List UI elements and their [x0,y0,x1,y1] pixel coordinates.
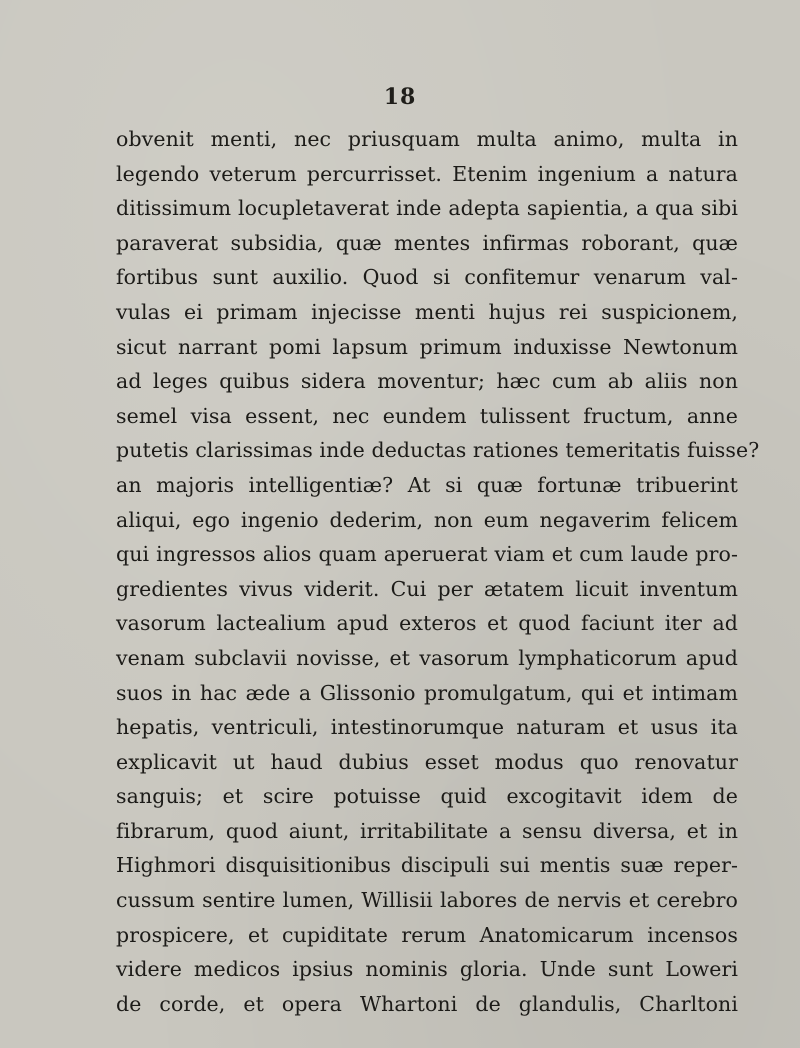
text-line: sicut narrant pomi lapsum primum induxisse Newtonum [116,334,738,359]
text-line: an majoris intelligentiæ? At si quæ fortunæ tribuerint [116,472,738,497]
text-line: vulas ei primam injecisse menti hujus rei suspicionem, [116,299,738,324]
text-line: legendo veterum percurrisset. Etenim ingenium a natura [116,161,738,186]
body-text [116,122,760,1021]
text-line: Highmori disquisitionibus discipuli sui mentis suæ reper- [116,853,738,878]
text-line: explicavit ut haud dubius esset modus quo renovatur [116,749,738,774]
text-line: gredientes vivus viderit. Cui per ætatem licuit inventum [116,576,738,601]
text-line: vasorum lactealium apud exteros et quod faciunt iter ad [116,611,738,636]
text-line: putetis clarissimas inde deductas rationes temeritatis fuisse? [116,438,760,463]
text-line: qui ingressos alios quam aperuerat viam et cum laude pro- [116,542,738,567]
text-line: prospicere, et cupiditate rerum Anatomicarum incensos [116,922,738,947]
text-line: ad leges quibus sidera moventur; hæc cum ab aliis non [116,369,738,394]
text-line: semel visa essent, nec eundem tulissent fructum, anne [116,403,738,428]
text-line: sanguis; et scire potuisse quid excogitavit idem de [116,784,738,809]
text-line: hepatis, ventriculi, intestinorumque naturam et usus ita [116,715,738,740]
text-line: cussum sentire lumen, Willisii labores de nervis et cerebro [116,888,738,913]
text-line: aliqui, ego ingenio dederim, non eum negaverim felicem [116,507,738,532]
text-line: de corde, et opera Whartoni de glandulis, Charltoni [116,991,738,1016]
text-line: paraverat subsidia, quæ mentes infirmas roborant, quæ [116,230,738,255]
text-line: videre medicos ipsius nominis gloria. Unde sunt Loweri [116,957,738,982]
text-line: venam subclavii novisse, et vasorum lymphaticorum apud [116,645,738,670]
page-number: 18 [383,84,417,110]
text-line: fibrarum, quod aiunt, irritabilitate a sensu diversa, et in [116,818,738,843]
text-line: obvenit menti, nec priusquam multa animo, multa in [116,127,738,151]
text-line: fortibus sunt auxilio. Quod si confitemur venarum val- [116,265,738,290]
text-line: ditissimum locupletaverat inde adepta sapientia, a qua sibi [116,196,738,221]
text-line: suos in hac æde a Glissonio promulgatum, qui et intimam [116,680,738,705]
